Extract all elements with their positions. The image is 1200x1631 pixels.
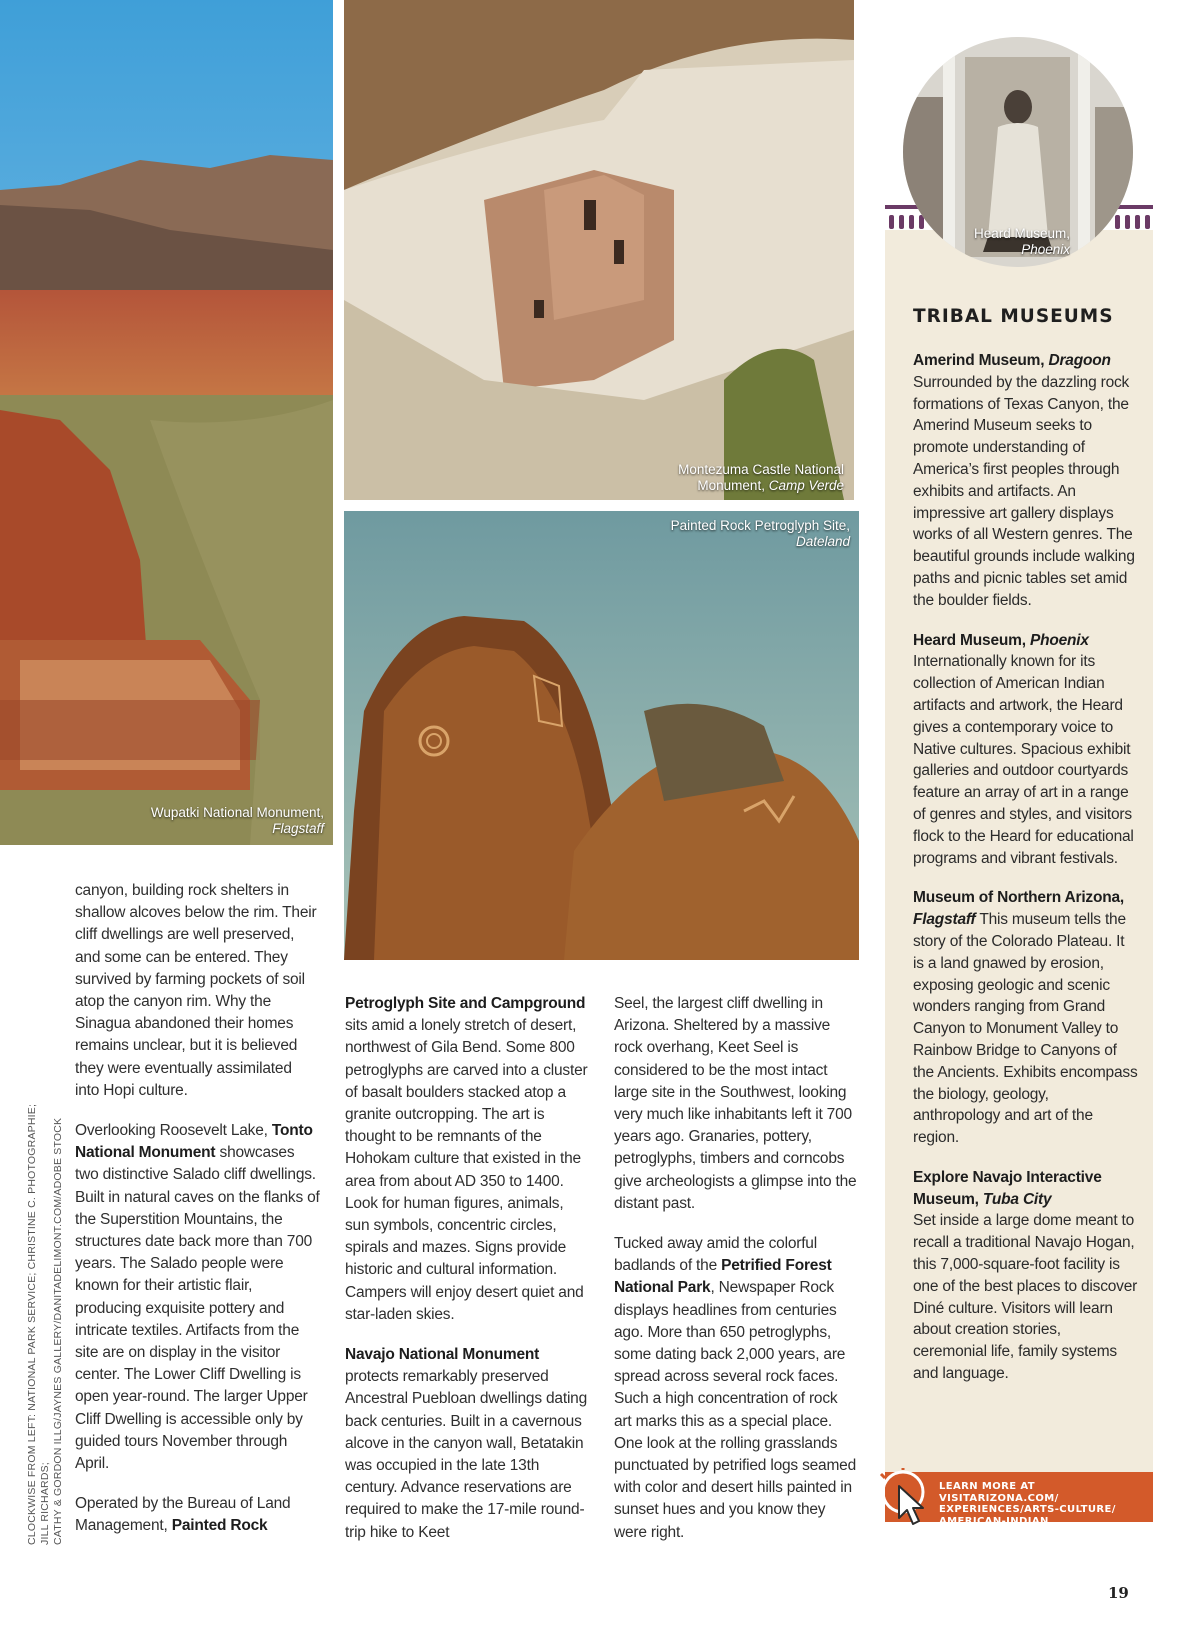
- sidebar-text: [913, 350, 1138, 1403]
- navajo-name-text: Explore Navajo Interactive Museum,: [913, 1168, 1102, 1208]
- montezuma-castle-photo: [344, 0, 854, 500]
- northern-arizona-museum-entry: [913, 887, 1138, 1149]
- wupatki-caption-line2: Flagstaff: [272, 821, 324, 836]
- col1-paragraph-1: canyon, building rock shelters in shallow alcoves below the rim. Their cliff dwellings are well preserved, and some can be entered. They survived by farming pockets of soil atop the canyon rim. Why the Sinagua abandoned their homes remains unclear, but it is believed they were eventually assimilated into Hopi culture.: [75, 882, 317, 1099]
- heard-museum-entry: [913, 630, 1138, 870]
- col2-paragraph-2: [345, 1344, 590, 1544]
- article-column-2: [345, 993, 590, 1562]
- heard-museum-name: [913, 632, 1089, 649]
- cta-line1: LEARN MORE AT VISITARIZONA.COM/: [939, 1481, 1059, 1504]
- article-column-1: [75, 880, 320, 1556]
- wupatki-photo: [0, 0, 333, 845]
- col1-paragraph-2: [75, 1120, 320, 1475]
- painted-rock-caption-line2: Dateland: [795, 534, 850, 549]
- navajo-interactive-museum-entry: [913, 1167, 1138, 1385]
- page-number: 19: [1108, 1584, 1129, 1602]
- col1-p2-body: showcases two distinctive Salado cliff dwellings. Built in natural caves on the flanks of the Superstition Mountains, the structures date back more than 700 years. The Salado people were known for their artistic flair, producing exquisite pottery and intricate textiles. Artifacts from the site are on display in the visitor center. The Lower Cliff Dwelling is open year-round. The larger Upper Cliff Dwelling is accessible only by guided tours November through April.: [75, 1144, 320, 1473]
- photo-credit: [26, 1085, 65, 1545]
- montezuma-caption-line2a: Monument,: [697, 478, 769, 493]
- navajo-city: Tuba City: [982, 1190, 1052, 1208]
- credit-line1: CLOCKWISE FROM LEFT: NATIONAL PARK SERVICE; CHRISTINE C. PHOTOGRAPHIE; JILL RICHARDS;: [26, 1103, 51, 1545]
- heard-caption-line2: Phoenix: [1021, 242, 1070, 257]
- montezuma-caption-line2b: Camp Verde: [768, 478, 844, 493]
- painted-rock-caption-line1: Painted Rock Petroglyph Site,: [670, 518, 850, 533]
- wupatki-caption: [110, 805, 324, 837]
- amerind-name-text: Amerind Museum,: [913, 352, 1049, 369]
- mna-description: This museum tells the story of the Colorado Plateau. It is a land gnawed by erosion, exposing geologic and scenic wonders ranging from Grand Canyon to Monument Valley to Rainbow Bridge to Canyons of the Ancients. Exhibits encompass the biology, geology, anthropology and art of the region.: [913, 911, 1138, 1147]
- montezuma-caption-line1: Montezuma Castle National: [678, 462, 844, 477]
- navajo-interactive-museum-name: [913, 1169, 1102, 1208]
- col3-paragraph-1: Seel, the largest cliff dwelling in Arizona. Sheltered by a massive rock overhang, Keet Seel is considered to be the most intact large site in the Southwest, looking very much like inhabitants left it 700 years ago. Granaries, pottery, petroglyphs, timbers and corncobs give archeologists a glimpse into the distant past.: [614, 995, 857, 1212]
- col2-p1-body: sits amid a lonely stretch of desert, northwest of Gila Bend. Some 800 petroglyphs are carved into a cluster of basalt boulders stacked atop a granite outcropping. The art is thought to be remnants of the Hohokam culture that existed in the area from about AD 350 to 1400. Look for human figures, animals, sun symbols, concentric circles, spirals and mazes. Signs provide historic and cultural information. Campers will enjoy desert quiet and star-laden skies.: [345, 1017, 588, 1323]
- col3-paragraph-2: [614, 1233, 859, 1544]
- navajo-description: Set inside a large dome meant to recall a traditional Navajo Hogan, this 7,000-square-foot facility is one of the best places to discover Diné culture. Visitors will learn about creation stories, ceremonial life, family systems and language.: [913, 1212, 1138, 1383]
- mna-name-text: Museum of Northern Arizona,: [913, 889, 1125, 907]
- petrified-forest-bold: Petrified Forest National Park: [614, 1257, 832, 1297]
- tonto-national-monument: Tonto National Monument: [75, 1122, 313, 1162]
- amerind-museum-entry: [913, 350, 1138, 612]
- mna-city: Flagstaff: [913, 911, 976, 929]
- heard-city: Phoenix: [1029, 631, 1089, 649]
- sidebar-title: TRIBAL MUSEUMS: [913, 306, 1114, 327]
- petroglyph-site-bold: Petroglyph Site and Campground: [345, 995, 586, 1012]
- wupatki-caption-line1: Wupatki National Monument,: [150, 805, 324, 820]
- col2-paragraph-1: [345, 993, 590, 1326]
- click-cursor-icon: [877, 1468, 937, 1534]
- navajo-national-monument: Navajo National Monument: [345, 1346, 540, 1364]
- col2-p2-body: protects remarkably preserved Ancestral Puebloan dwellings dating back centuries. Built in a cavernous alcove in the canyon wall, Betatakin was occupied in the late 13th century. Advance reservations are required to make the 17-mile round-trip hike to Keet: [345, 1368, 588, 1541]
- col1-p2-intro: Overlooking Roosevelt Lake,: [75, 1122, 272, 1140]
- col3-p2-intro: Tucked away amid the colorful badlands of the: [614, 1235, 817, 1275]
- credit-line2: CATHY & GORDON ILLG/JAYNES GALLERY/DANITADELIMONT.COM/ADOBE STOCK: [52, 1117, 64, 1545]
- learn-more-link[interactable]: [885, 1472, 1153, 1527]
- cta-line2: EXPERIENCES/ARTS-CULTURE/: [939, 1504, 1116, 1515]
- heard-caption-line1: Heard Museum,: [973, 226, 1070, 241]
- amerind-description: Surrounded by the dazzling rock formations of Texas Canyon, the Amerind Museum seeks to promote understanding of America’s first peoples through exhibits and artifacts. An impressive art gallery displays works of all Western genres. The beautiful grounds include walking paths and picnic tables set amid the boulder fields.: [913, 373, 1135, 609]
- heard-description: Internationally known for its collection of American Indian artifacts and artwork, the Heard gives a contemporary voice to Native cultures. Spacious exhibit galleries and outdoor courtyards feature an array of art in a range of genres and styles, and visitors flock to the Heard for educational programs and vibrant festivals.: [913, 653, 1134, 867]
- learn-more-text[interactable]: [939, 1481, 1149, 1527]
- col3-p2-body: , Newspaper Rock displays headlines from centuries ago. More than 650 petroglyphs, some dating back 2,000 years, are spread across several rock faces. Such a high concentration of rock art marks this as a special place. One look at the rolling grasslands punctuated by petrified logs seamed with color and desert hills painted in sunset hues and you know they were right.: [614, 1279, 857, 1541]
- heard-name-text: Heard Museum,: [913, 631, 1030, 649]
- painted-rock-photo: [344, 511, 859, 960]
- article-column-3: [614, 993, 859, 1562]
- heard-caption: [900, 226, 1070, 258]
- montezuma-caption: [614, 462, 844, 494]
- amerind-museum-name: [913, 352, 1111, 369]
- painted-rock-bold: Painted Rock: [171, 1517, 268, 1535]
- amerind-city: Dragoon: [1048, 352, 1111, 369]
- cta-line3: AMERICAN-INDIAN.: [939, 1515, 1053, 1527]
- painted-rock-caption: [610, 518, 850, 550]
- col1-paragraph-3: [75, 1493, 320, 1537]
- col1-p3-intro: Operated by the Bureau of Land Management,: [75, 1495, 291, 1535]
